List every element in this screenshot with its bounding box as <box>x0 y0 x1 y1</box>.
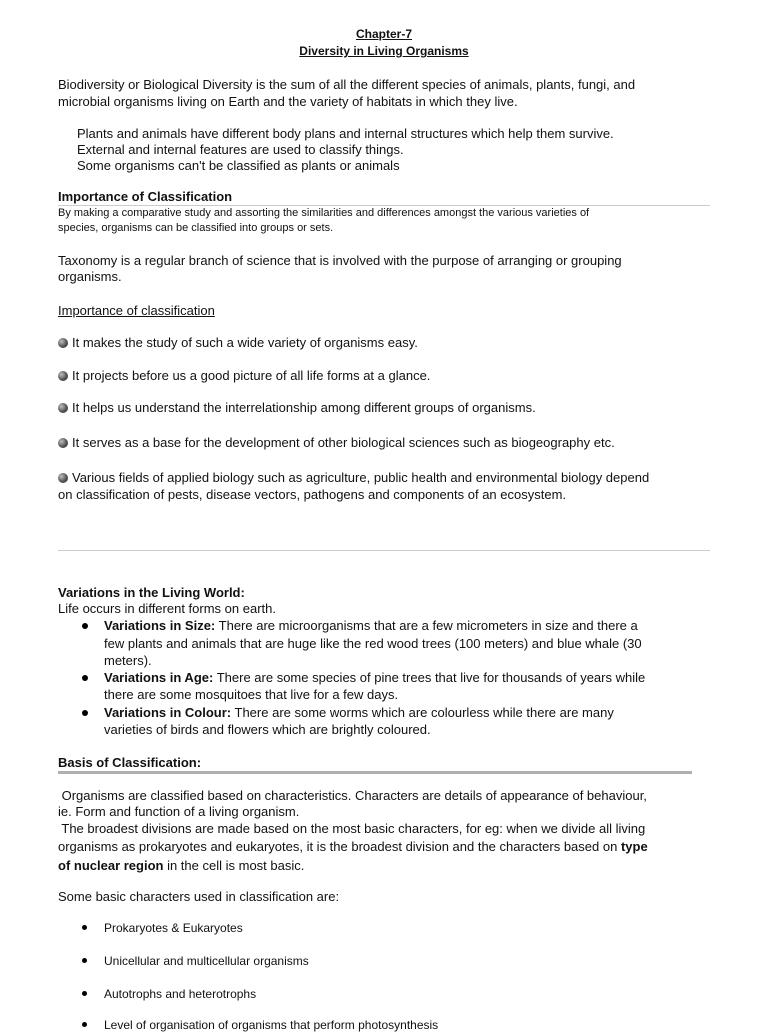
bullet-icon <box>82 958 87 963</box>
intro-line-1: Biodiversity or Biological Diversity is the sum of all the different species of animals, plants, fungi, and <box>58 77 636 92</box>
variation-colour: Variations in Colour: There are some worms which are colourless while there are many <box>104 704 614 721</box>
variation-size-cont-2: meters). <box>104 653 152 668</box>
importance-subheading: Importance of classification <box>58 303 215 318</box>
variation-size: Variations in Size: There are microorganisms that are a few micrometers in size and there a <box>104 617 638 634</box>
taxonomy-line-1: Taxonomy is a regular branch of science that is involved with the purpose of arranging or grouping <box>58 253 622 268</box>
bullet-icon <box>58 473 68 483</box>
bullet-icon <box>82 710 88 716</box>
bullet-icon <box>82 675 88 681</box>
bullet-icon <box>58 403 68 413</box>
importance-bullet-5: Various fields of applied biology such as agriculture, public health and environmental biology depend <box>58 469 649 486</box>
intro-line-2: microbial organisms living on Earth and the variety of habitats in which they live. <box>58 94 518 109</box>
importance-heading: Importance of Classification <box>58 189 233 204</box>
bullet-icon <box>58 438 68 448</box>
importance-bullet-1: It makes the study of such a wide variety of organisms easy. <box>58 334 418 351</box>
basis-p1-line-2: ie. Form and function of a living organism. <box>58 804 300 819</box>
importance-bullet-2: It projects before us a good picture of all life forms at a glance. <box>58 367 430 384</box>
importance-bullet-5-cont: on classification of pests, disease vectors, pathogens and components of an ecosystem. <box>58 487 567 502</box>
basis-heading-divider <box>58 771 692 774</box>
bullet-icon <box>82 991 87 996</box>
variations-intro: Life occurs in different forms on earth. <box>58 601 276 616</box>
importance-bullet-3: It helps us understand the interrelationship among different groups of organisms. <box>58 399 536 416</box>
intro-point-1: Plants and animals have different body plans and internal structures which help them survive. <box>77 126 614 141</box>
variations-heading: Variations in the Living World: <box>58 585 245 600</box>
variation-age-cont: there are some mosquitoes that live for a few days. <box>104 687 399 702</box>
bullet-icon <box>82 925 87 930</box>
taxonomy-line-2: organisms. <box>58 269 122 284</box>
basis-p2-line-1: The broadest divisions are made based on the most basic characters, for eg: when we divide all living <box>58 821 646 836</box>
importance-bullet-4: It serves as a base for the development of other biological sciences such as biogeography etc. <box>58 434 615 451</box>
intro-point-3: Some organisms can't be classified as plants or animals <box>77 158 400 173</box>
page-title: Diversity in Living Organisms <box>299 44 469 58</box>
chapter-label: Chapter-7 <box>355 27 412 41</box>
basis-heading: Basis of Classification: <box>58 755 202 770</box>
section-divider <box>58 550 710 551</box>
bullet-icon <box>58 371 68 381</box>
basis-item-3: Autotrophs and heterotrophs <box>104 986 256 1002</box>
intro-point-2: External and internal features are used to classify things. <box>77 142 404 157</box>
variation-colour-cont: varieties of birds and flowers which are brightly coloured. <box>104 722 431 737</box>
bullet-icon <box>82 1022 87 1027</box>
basis-list-intro: Some basic characters used in classification are: <box>58 889 340 904</box>
importance-para-line-1: By making a comparative study and assorting the similarities and differences amongst the various varieties of <box>58 207 590 219</box>
basis-p1-line-1: Organisms are classified based on characteristics. Characters are details of appearance of behaviour, <box>58 788 647 803</box>
importance-para-line-2: species, organisms can be classified into groups or sets. <box>58 222 334 234</box>
bullet-icon <box>82 623 88 629</box>
basis-item-2: Unicellular and multicellular organisms <box>104 953 309 969</box>
bullet-icon <box>58 338 68 348</box>
basis-item-4: Level of organisation of organisms that perform photosynthesis <box>104 1017 438 1033</box>
variation-age: Variations in Age: There are some species of pine trees that live for thousands of years while <box>104 669 645 686</box>
basis-p2-line-2: organisms as prokaryotes and eukaryotes, it is the broadest division and the characters based on type <box>58 839 648 854</box>
basis-p2-line-3: of nuclear region in the cell is most basic. <box>58 858 305 873</box>
variation-size-cont-1: few plants and animals that are huge like the red wood trees (100 meters) and blue whale (30 <box>104 636 642 651</box>
basis-item-1: Prokaryotes & Eukaryotes <box>104 920 243 936</box>
